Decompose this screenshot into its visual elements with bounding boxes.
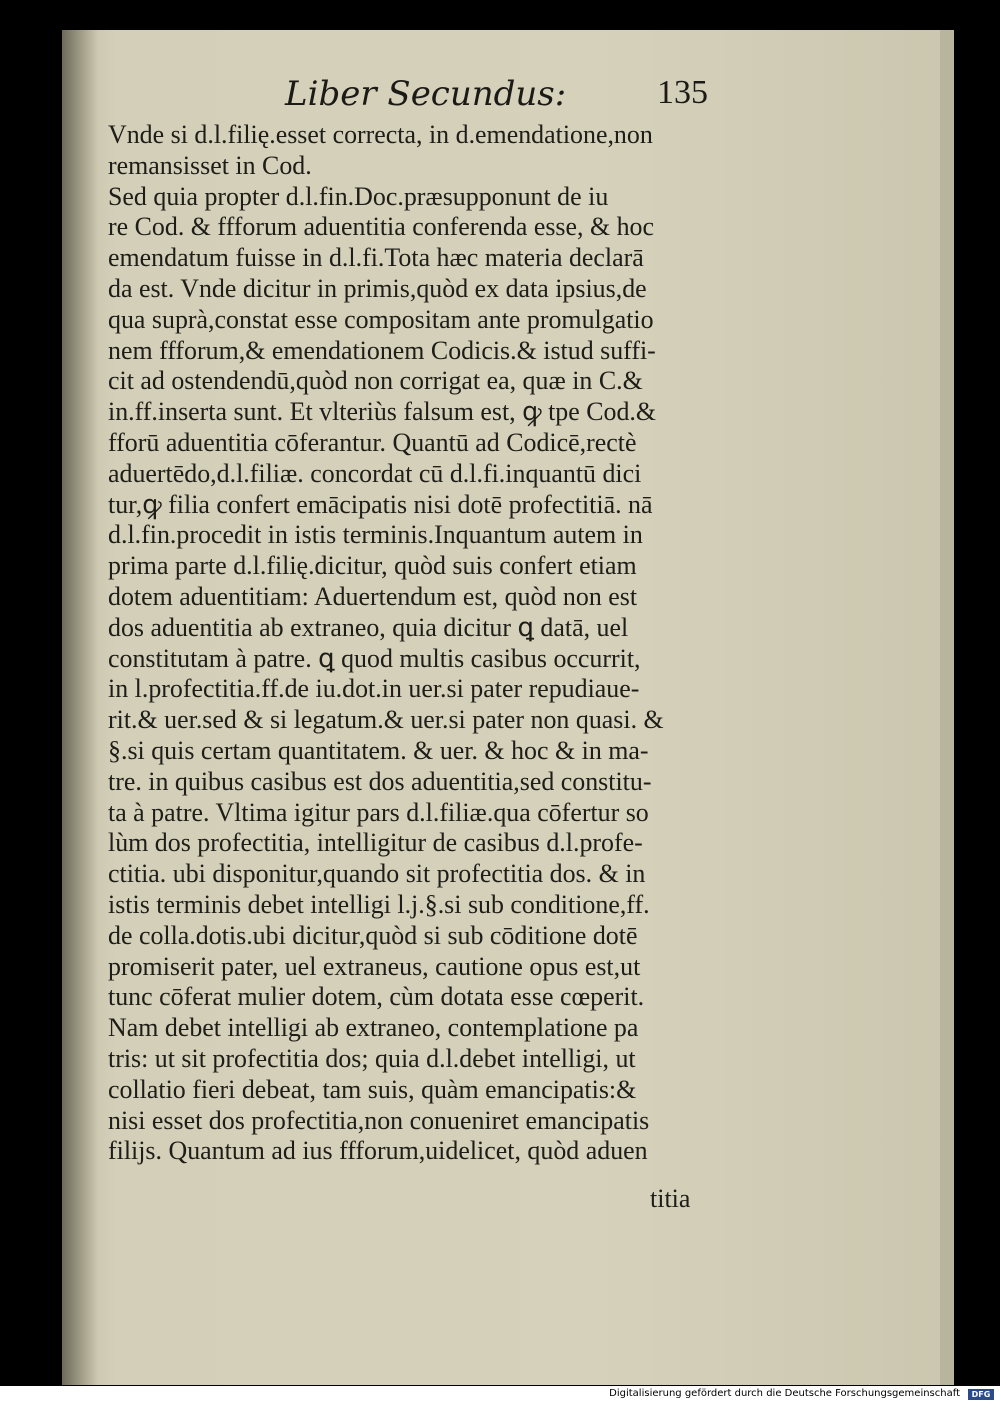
text-line: fforū aduentitia cōferantur. Quantū ad Codicē,rectè	[108, 427, 637, 457]
text-line: ta à patre. Vltima igitur pars d.l.filiæ.qua cōfertur so	[108, 797, 649, 827]
text-line: promiserit pater, uel extraneus, cautione opus est,ut	[108, 951, 641, 981]
text-line: in.ff.inserta sunt. Et vlteriùs falsum est, ꝙ tpe Cod.&	[108, 397, 657, 427]
text-line: istis terminis debet intelligi l.j.§.si sub conditione,ff.	[108, 889, 650, 919]
text-line: de colla.dotis.ubi dicitur,quòd si sub cōditione dotē	[108, 920, 638, 950]
text-line: remansisset in Cod.	[108, 150, 312, 180]
body-text	[108, 120, 738, 1167]
text-line: tris: ut sit profectitia dos; quia d.l.debet intelligi, ut	[108, 1043, 636, 1073]
page-edge	[940, 30, 954, 1385]
page-header	[285, 74, 755, 124]
text-line: qua suprà,constat esse compositam ante promulgatio	[108, 304, 654, 334]
gutter-shadow	[62, 30, 98, 1385]
text-line: Sed quia propter d.l.fin.Doc.præsupponunt de iu	[108, 181, 609, 211]
text-line: dos aduentitia ab extraneo, quia dicitur ꝗ datā, uel	[108, 612, 629, 642]
text-line: Nam debet intelligi ab extraneo, contemplatione pa	[108, 1013, 639, 1043]
text-line: tre. in quibus casibus est dos aduentitia,sed constitu-	[108, 766, 652, 796]
text-line: cit ad ostendendū,quòd non corrigat ea, quæ in C.&	[108, 366, 643, 396]
text-line: lùm dos profectitia, intelligitur de casibus d.l.profe-	[108, 828, 643, 858]
text-line: emendatum fuisse in d.l.fi.Tota hæc materia declarā	[108, 243, 644, 273]
text-line: re Cod. & ffforum aduentitia conferenda esse, & hoc	[108, 212, 655, 242]
text-line: constitutam à patre. ꝗ quod multis casibus occurrit,	[108, 643, 641, 673]
text-line: §.si quis certam quantitatem. & uer. & hoc & in ma-	[108, 735, 649, 765]
text-line: ctitia. ubi disponitur,quando sit profectitia dos. & in	[108, 859, 646, 889]
text-line: nisi esset dos profectitia,non conueniret emancipatis	[108, 1105, 650, 1135]
text-line: in l.profectitia.ff.de iu.dot.in uer.si pater repudiaue-	[108, 674, 640, 704]
text-line: collatio fieri debeat, tam suis, quàm emancipatis:&	[108, 1074, 637, 1104]
footer-bar	[0, 1386, 1000, 1404]
text-line: Vnde si d.l.filię.esset correcta, in d.emendatione,non	[108, 120, 653, 149]
text-line: tur,ꝙ filia confert emācipatis nisi dotē profectitiā. nā	[108, 489, 653, 519]
catchword: titia	[650, 1184, 691, 1213]
text-line: filijs. Quantum ad ius ffforum,uidelicet, quòd aduen	[108, 1136, 648, 1166]
funding-credit: Digitalisierung gefördert durch die Deutsche Forschungsgemeinschaft	[609, 1388, 960, 1399]
text-line: aduertēdo,d.l.filiæ. concordat cū d.l.fi.inquantū dici	[108, 458, 642, 488]
dfg-logo-icon: DFG	[968, 1389, 994, 1400]
page-number: 135	[657, 74, 708, 111]
text-line: d.l.fin.procedit in istis terminis.Inquantum autem in	[108, 520, 643, 550]
text-line: dotem aduentitiam: Aduertendum est, quòd non est	[108, 581, 638, 611]
text-line: nem ffforum,& emendationem Codicis.& istud suffi-	[108, 335, 656, 365]
text-line: tunc cōferat mulier dotem, cùm dotata esse cœperit.	[108, 982, 645, 1012]
text-line: da est. Vnde dicitur in primis,quòd ex data ipsius,de	[108, 273, 647, 303]
text-line: rit.& uer.sed & si legatum.& uer.si pater non quasi. &	[108, 705, 664, 735]
running-title: Liber Secundus:	[285, 74, 567, 114]
text-line: prima parte d.l.filię.dicitur, quòd suis confert etiam	[108, 551, 637, 581]
